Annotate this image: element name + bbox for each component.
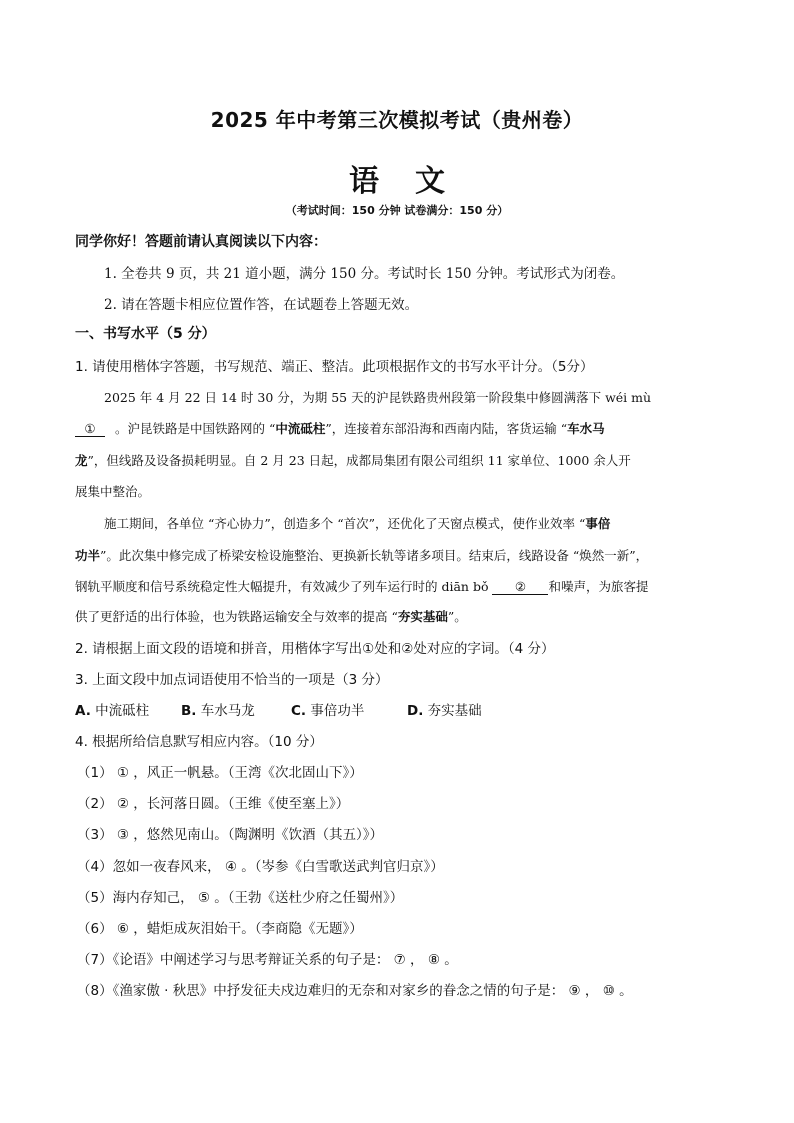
fill-blank-1: ①	[75, 421, 105, 437]
exam-title: 2025 年中考第三次模拟考试（贵州卷）	[210, 108, 584, 132]
key-term: 事倍	[585, 516, 611, 531]
section-title: 一、书写水平（5 分）	[75, 326, 216, 342]
key-term: 中流砥柱	[275, 421, 326, 436]
recitation-item-3: （3） ③ ，悠然见南山。（陶渊明《饮酒（其五）》）	[77, 827, 384, 843]
instructions-greeting: 同学你好！答题前请认真阅读以下内容：	[75, 234, 327, 250]
passage-line: 钢轨平顺度和信号系统稳定性大幅提升，有效减少了列车运行时的 diān bǒ ② 和噪声，为旅客提	[75, 579, 649, 594]
instruction-note-1: 1. 全卷共 9 页，共 21 道小题，满分 150 分。考试时长 150 分钟。考试形式为闭卷。	[104, 266, 625, 282]
subject-char-1: 语	[349, 164, 379, 199]
instruction-note-2: 2. 请在答题卡相应位置作答，在试题卷上答题无效。	[104, 297, 419, 313]
subject-char-2: 文	[415, 164, 445, 199]
option-d: D. 夯实基础	[407, 703, 482, 719]
subject-heading	[0, 156, 794, 200]
passage-line: ① 。沪昆铁路是中国铁路网的 “中流砥柱”，连接着东部沿海和西南内陆，客货运输 “车水马	[75, 419, 605, 437]
passage-line: 施工期间，各单位 “齐心协力”，创造多个 “首次”，还优化了天窗点模式，使作业效率 “事倍	[104, 516, 611, 531]
option-a: A. 中流砥柱	[75, 703, 150, 719]
passage-line: 展集中整治。	[75, 484, 151, 499]
recitation-item-8: （8）《渔家傲 · 秋思》中抒发征夫戍边难归的无奈和对家乡的眷念之情的句子是： ⑨ ， ⑩ 。	[77, 983, 633, 999]
recitation-item-2: （2） ② ，长河落日圆。（王维《使至塞上》）	[77, 796, 350, 812]
option-c: C. 事倍功半	[291, 703, 365, 719]
passage-line: 2025 年 4 月 22 日 14 时 30 分，为期 55 天的沪昆铁路贵州段第一阶段集中修圆满落下 wéi mù	[104, 390, 652, 405]
recitation-item-7: （7）《论语》中阐述学习与思考辩证关系的句子是： ⑦ ， ⑧ 。	[77, 952, 458, 968]
passage-line: 功半”。此次集中修完成了桥梁安检设施整治、更换新长轨等诸多项目。结束后，线路设备 “焕然一新”，	[75, 548, 649, 563]
question-1: 1. 请使用楷体字答题，书写规范、端正、整洁。此项根据作文的书写水平计分。（5分）	[75, 359, 594, 375]
recitation-item-1: （1） ① ，风正一帆悬。（王湾《次北固山下》）	[77, 765, 363, 781]
key-term: 龙	[75, 453, 88, 468]
key-term: 夯实基础	[397, 609, 448, 624]
recitation-item-5: （5）海内存知己， ⑤ 。（王勃《送杜少府之任蜀州》）	[77, 890, 404, 906]
passage-line: 龙”，但线路及设备损耗明显。自 2 月 23 日起，成都局集团有限公司组织 11 家单位、1000 余人开	[75, 453, 631, 468]
question-4: 4. 根据所给信息默写相应内容。（10 分）	[75, 734, 323, 750]
exam-meta: （考试时间：150 分钟 试卷满分：150 分）	[285, 204, 509, 217]
recitation-item-6: （6） ⑥ ，蜡炬成灰泪始干。（李商隐《无题》）	[77, 921, 363, 937]
question-3: 3. 上面文段中加点词语使用不恰当的一项是（3 分）	[75, 672, 389, 688]
question-2: 2. 请根据上面文段的语境和拼音，用楷体字写出①处和②处对应的字词。（4 分）	[75, 641, 555, 657]
option-b: B. 车水马龙	[181, 703, 255, 719]
key-term: 车水马	[567, 421, 605, 436]
key-term: 功半	[75, 548, 101, 563]
fill-blank-2: ②	[492, 579, 548, 595]
recitation-item-4: （4）忽如一夜春风来， ④ 。（岑参《白雪歌送武判官归京》）	[77, 859, 444, 875]
passage-line: 供了更舒适的出行体验，也为铁路运输安全与效率的提高 “夯实基础”。	[75, 609, 467, 624]
